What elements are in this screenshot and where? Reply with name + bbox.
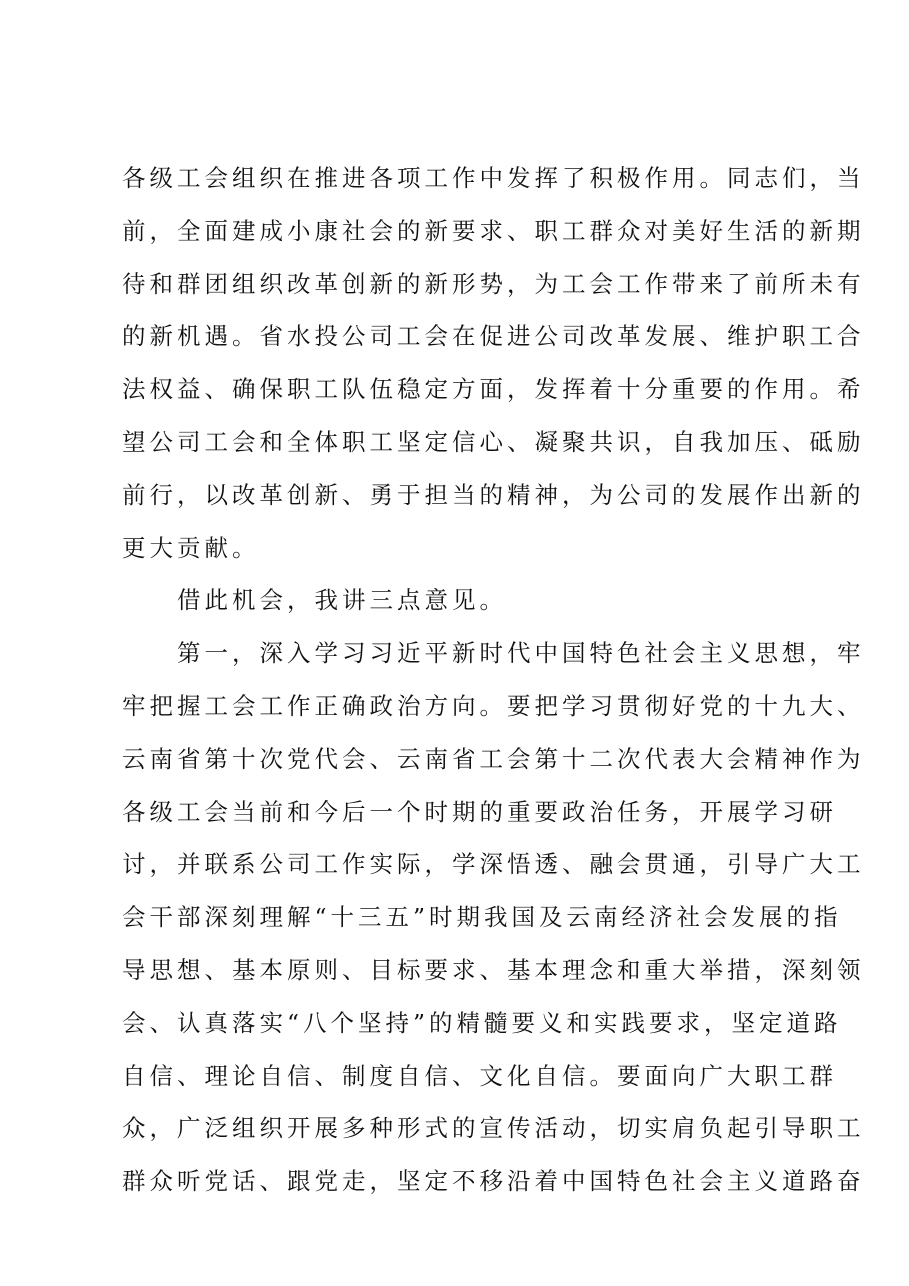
text-line: 各级工会组织在推进各项工作中发挥了积极作用。同志们，当 xyxy=(122,164,865,192)
text-line: 前，全面建成小康社会的新要求、职工群众对美好生活的新期 xyxy=(122,216,865,245)
text-line: 更大贡献。 xyxy=(122,533,260,562)
text-line: 群众听党话、跟党走，坚定不移沿着中国特色社会主义道路奋 xyxy=(122,1167,865,1196)
text-line: 的新机遇。省水投公司工会在促进公司改革发展、维护职工合 xyxy=(122,322,865,351)
text-line: 会干部深刻理解“十三五”时期我国及云南经济社会发展的指 xyxy=(122,903,842,932)
body-text xyxy=(122,152,865,1208)
text-line: 各级工会当前和今后一个时期的重要政治任务，开展学习研 xyxy=(122,797,837,826)
text-line: 众，广泛组织开展多种形式的宣传活动，切实肩负起引导职工 xyxy=(122,1114,865,1143)
text-line: 牢把握工会工作正确政治方向。要把学习贯彻好党的十九大、 xyxy=(122,691,865,720)
text-line: 借此机会，我讲三点意见。 xyxy=(122,586,507,615)
text-line: 前行，以改革创新、勇于担当的精神，为公司的发展作出新的 xyxy=(122,480,865,509)
text-line: 望公司工会和全体职工坚定信心、凝聚共识，自我加压、砥励 xyxy=(122,427,865,456)
text-line: 待和群团组织改革创新的新形势，为工会工作带来了前所未有 xyxy=(122,269,865,298)
text-line: 法权益、确保职工队伍稳定方面，发挥着十分重要的作用。希 xyxy=(122,375,865,404)
text-line: 会、认真落实“八个坚持”的精髓要义和实践要求，坚定道路 xyxy=(122,1008,842,1037)
text-line: 云南省第十次党代会、云南省工会第十二次代表大会精神作为 xyxy=(122,744,865,773)
text-line: 导思想、基本原则、目标要求、基本理念和重大举措，深刻领 xyxy=(122,955,865,984)
text-line: 自信、理论自信、制度自信、文化自信。要面向广大职工群 xyxy=(122,1061,837,1090)
text-line: 讨，并联系公司工作实际，学深悟透、融会贯通，引导广大工 xyxy=(122,850,865,879)
text-line: 第一，深入学习习近平新时代中国特色社会主义思想，牢 xyxy=(122,639,865,668)
